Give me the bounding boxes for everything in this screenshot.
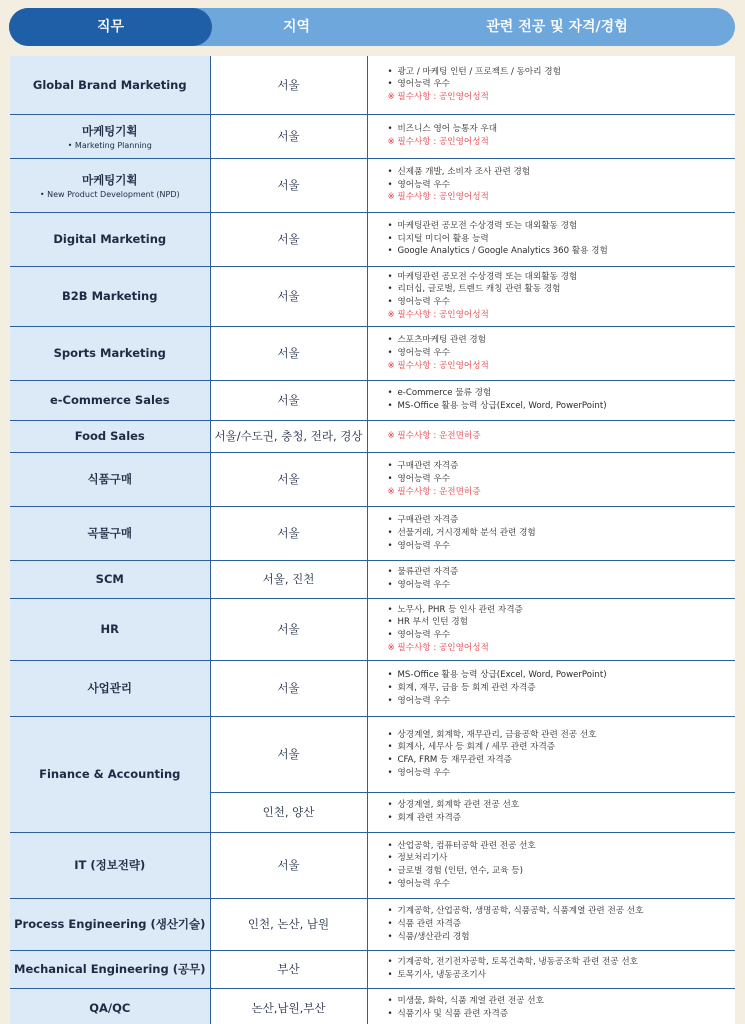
requirements-list: [388, 123, 728, 136]
job-title: Mechanical Engineering (공무): [14, 962, 206, 977]
table-row: [10, 506, 735, 560]
job-title: 마케팅기획: [81, 123, 138, 138]
job-title: e-Commerce Sales: [49, 393, 170, 408]
mandatory-note: ※ 필수사항 : 공인영어성적: [387, 309, 489, 320]
table-header: [9, 8, 735, 46]
requirements-cell: [367, 950, 735, 988]
table-row: [10, 950, 735, 988]
requirement-item: • e-Commerce 물류 경험: [388, 387, 728, 400]
job-title-cell: [10, 326, 210, 380]
table-row: [10, 114, 735, 158]
requirements-list: [388, 729, 728, 780]
job-title: 식품구매: [87, 472, 132, 487]
mandatory-note: ※ 필수사항 : 운전면허증: [387, 486, 481, 497]
requirements-list: [388, 66, 728, 92]
requirement-item: • 마케팅관련 공모전 수상경력 또는 대외활동 경험: [388, 271, 728, 284]
job-title: IT (정보전략): [74, 858, 146, 873]
requirement-item: • 정보처리기사: [388, 852, 728, 865]
table-row: [10, 266, 735, 326]
job-title-cell: [10, 988, 210, 1024]
requirements-cell: [367, 452, 735, 506]
requirements-cell: [367, 266, 735, 326]
requirement-item: • 마케팅관련 공모전 수상경력 또는 대외활동 경험: [388, 220, 728, 233]
job-title: QA/QC: [89, 1001, 131, 1016]
table-row: [10, 988, 735, 1024]
requirement-item: • 구매관련 자격증: [388, 514, 728, 527]
requirement-item: • 영어능력 우수: [388, 767, 728, 780]
requirement-item: • 영어능력 우수: [388, 695, 728, 708]
table-row: [10, 660, 735, 716]
job-title: 사업관리: [87, 681, 132, 696]
mandatory-note: ※ 필수사항 : 공인영어성적: [387, 92, 489, 103]
requirements-list: [388, 840, 728, 891]
requirements-cell: [367, 598, 735, 660]
requirements-cell: [367, 716, 735, 792]
location-cell: 서울: [210, 326, 367, 380]
requirement-item: • 기계공학, 산업공학, 생명공학, 식품공학, 식품계열 관련 전공 선호: [388, 905, 728, 918]
requirement-item: • MS-Office 활용 능력 상급(Excel, Word, PowerPoint): [388, 400, 728, 413]
header-requirements: 관련 전공 및 자격/경험: [486, 19, 628, 35]
location-cell: 서울: [210, 380, 367, 420]
requirement-item: • MS-Office 활용 능력 상급(Excel, Word, PowerPoint): [388, 669, 728, 682]
requirement-item: • 미생물, 화학, 식품 계열 관련 전공 선호: [388, 995, 728, 1008]
table-row: [10, 158, 735, 212]
job-title: HR: [100, 622, 119, 637]
header-location: 지역: [282, 19, 311, 35]
requirements-cell: [367, 898, 735, 950]
requirement-item: • 식품 관련 자격증: [388, 918, 728, 931]
requirements-list: [388, 271, 728, 309]
location-cell: 논산,남원,부산: [210, 988, 367, 1024]
job-title-cell: [10, 716, 210, 832]
requirements-list: [388, 220, 728, 258]
requirement-item: • 영어능력 우수: [388, 579, 728, 592]
requirement-item: • 디지털 미디어 활용 능력: [388, 233, 728, 246]
requirement-item: • 영어능력 우수: [388, 179, 728, 192]
job-title-cell: [10, 56, 210, 114]
location-cell: 서울: [210, 266, 367, 326]
job-title: SCM: [95, 572, 124, 587]
job-title: Digital Marketing: [53, 232, 167, 246]
job-title: Process Engineering (생산기술): [14, 917, 206, 932]
requirements-cell: [367, 560, 735, 598]
table-row: [10, 212, 735, 266]
mandatory-note: ※ 필수사항 : 공인영어성적: [387, 360, 489, 371]
requirements-cell: [367, 114, 735, 158]
mandatory-note: ※ 필수사항 : 공인영어성적: [387, 137, 489, 147]
requirements-list: [388, 799, 728, 825]
job-title-cell: [10, 452, 210, 506]
location-cell: 서울: [210, 452, 367, 506]
requirement-item: • 영어능력 우수: [388, 878, 728, 891]
job-title-cell: [10, 506, 210, 560]
requirement-item: • 선물거래, 거시경제학 분석 관련 경험: [388, 527, 728, 540]
requirement-item: • 영어능력 우수: [388, 629, 728, 642]
job-title-cell: [10, 832, 210, 898]
location-cell: 서울: [210, 660, 367, 716]
requirements-list: [388, 387, 728, 413]
location-cell: 서울/수도권, 충청, 전라, 경상: [210, 420, 367, 452]
table-row: [10, 832, 735, 898]
job-title: 마케팅기획: [81, 172, 138, 187]
job-title-cell: [10, 560, 210, 598]
requirement-item: • 영어능력 우수: [388, 296, 728, 309]
requirements-list: [388, 460, 728, 486]
job-title-cell: [10, 114, 210, 158]
location-cell: 서울: [210, 158, 367, 212]
job-title-cell: [10, 158, 210, 212]
requirement-item: • 상경계열, 회계학, 재무관리, 금융공학 관련 전공 선호: [388, 729, 728, 742]
requirement-item: • 신제품 개발, 소비자 조사 관련 경험: [388, 166, 728, 179]
requirements-list: [388, 604, 728, 642]
requirement-item: • 영어능력 우수: [388, 473, 728, 486]
requirements-cell: [367, 506, 735, 560]
requirement-item: • CFA, FRM 등 재무관련 자격증: [388, 754, 728, 767]
location-cell: 서울: [210, 598, 367, 660]
requirement-item: • 산업공학, 컴퓨터공학 관련 전공 선호: [388, 840, 728, 853]
requirements-cell: [367, 212, 735, 266]
job-title: Global Brand Marketing: [32, 77, 187, 92]
location-cell: 서울: [210, 56, 367, 114]
requirements-list: [388, 905, 728, 943]
requirement-item: • 물류관련 자격증: [388, 566, 728, 579]
job-title: Finance & Accounting: [39, 767, 181, 782]
job-title-cell: [10, 950, 210, 988]
header-job: 직무: [96, 19, 125, 35]
requirement-item: • 식품기사 및 식품 관련 자격증: [388, 1008, 728, 1021]
table-row: [10, 598, 735, 660]
mandatory-note: ※ 필수사항 : 공인영어성적: [387, 192, 489, 203]
requirements-cell: [367, 792, 735, 832]
table-row: [10, 716, 735, 792]
location-cell: 부산: [210, 950, 367, 988]
job-subtitle: • Marketing Planning: [67, 140, 152, 150]
requirements-list: [388, 514, 728, 552]
job-title: B2B Marketing: [62, 289, 158, 304]
table-row: [10, 380, 735, 420]
job-title: 곡물구매: [87, 526, 132, 541]
location-cell: 서울: [210, 212, 367, 266]
requirements-cell: [367, 326, 735, 380]
requirements-list: [388, 334, 728, 360]
requirement-item: • 비즈니스 영어 능통자 우대: [388, 123, 728, 136]
job-title-cell: [10, 266, 210, 326]
requirements-cell: [367, 380, 735, 420]
requirement-item: • 회계, 재무, 금융 등 회계 관련 자격증: [388, 682, 728, 695]
job-title: Sports Marketing: [53, 346, 166, 361]
table-row: [10, 420, 735, 452]
requirement-item: • 회계 관련 자격증: [388, 812, 728, 825]
requirement-item: • 광고 / 마케팅 인턴 / 프로젝트 / 동아리 경험: [388, 66, 728, 79]
requirements-cell: [367, 158, 735, 212]
job-title-cell: [10, 598, 210, 660]
requirements-list: [388, 166, 728, 192]
requirement-item: • 회계사, 세무사 등 회계 / 세무 관련 자격증: [388, 741, 728, 754]
location-cell: 인천, 양산: [210, 792, 367, 832]
table-row: [10, 452, 735, 506]
requirement-item: • 토목기사, 냉동공조기사: [388, 969, 728, 982]
job-title-cell: [10, 660, 210, 716]
job-subtitle: • New Product Development (NPD): [39, 189, 180, 199]
requirement-item: • 노무사, PHR 등 인사 관련 자격증: [388, 604, 728, 617]
requirements-list: [388, 669, 728, 707]
location-cell: 서울: [210, 506, 367, 560]
requirement-item: • Google Analytics / Google Analytics 360 활용 경험: [388, 245, 728, 258]
location-cell: 서울: [210, 716, 367, 792]
table-row: [10, 56, 735, 114]
location-cell: 서울, 진천: [210, 560, 367, 598]
location-cell: 인천, 논산, 남원: [210, 898, 367, 950]
table-row: [10, 560, 735, 598]
requirement-item: • 기계공학, 전기전자공학, 토목건축학, 냉동공조학 관련 전공 선호: [388, 956, 728, 969]
table-row: [10, 326, 735, 380]
job-title-cell: [10, 212, 210, 266]
job-title-cell: [10, 420, 210, 452]
job-table: [10, 56, 735, 1024]
job-title-cell: [10, 898, 210, 950]
requirements-cell: [367, 988, 735, 1024]
requirements-list: [388, 956, 728, 982]
table-row: [10, 898, 735, 950]
mandatory-note: ※ 필수사항 : 운전면허증: [387, 430, 481, 441]
requirements-cell: [367, 832, 735, 898]
requirement-item: • 스포츠마케팅 관련 경험: [388, 334, 728, 347]
location-cell: 서울: [210, 832, 367, 898]
requirement-item: • 글로벌 경험 (인턴, 연수, 교육 등): [388, 865, 728, 878]
job-title-cell: [10, 380, 210, 420]
location-cell: 서울: [210, 114, 367, 158]
job-title: Food Sales: [74, 429, 145, 444]
requirements-cell: [367, 420, 735, 452]
requirement-item: • HR 부서 인턴 경험: [388, 616, 728, 629]
requirements-cell: [367, 660, 735, 716]
requirements-cell: [367, 56, 735, 114]
requirement-item: • 영어능력 우수: [388, 540, 728, 553]
requirement-item: • 상경계열, 회계학 관련 전공 선호: [388, 799, 728, 812]
requirement-item: • 구매관련 자격증: [388, 460, 728, 473]
requirement-item: • 영어능력 우수: [388, 347, 728, 360]
requirements-list: [388, 566, 728, 592]
requirement-item: • 식품/생산관리 경험: [388, 931, 728, 944]
requirement-item: • 영어능력 우수: [388, 78, 728, 91]
mandatory-note: ※ 필수사항 : 공인영어성적: [387, 642, 489, 653]
requirements-list: [388, 995, 728, 1021]
requirement-item: • 리더십, 글로벌, 트렌드 캐칭 관련 활동 경험: [388, 283, 728, 296]
